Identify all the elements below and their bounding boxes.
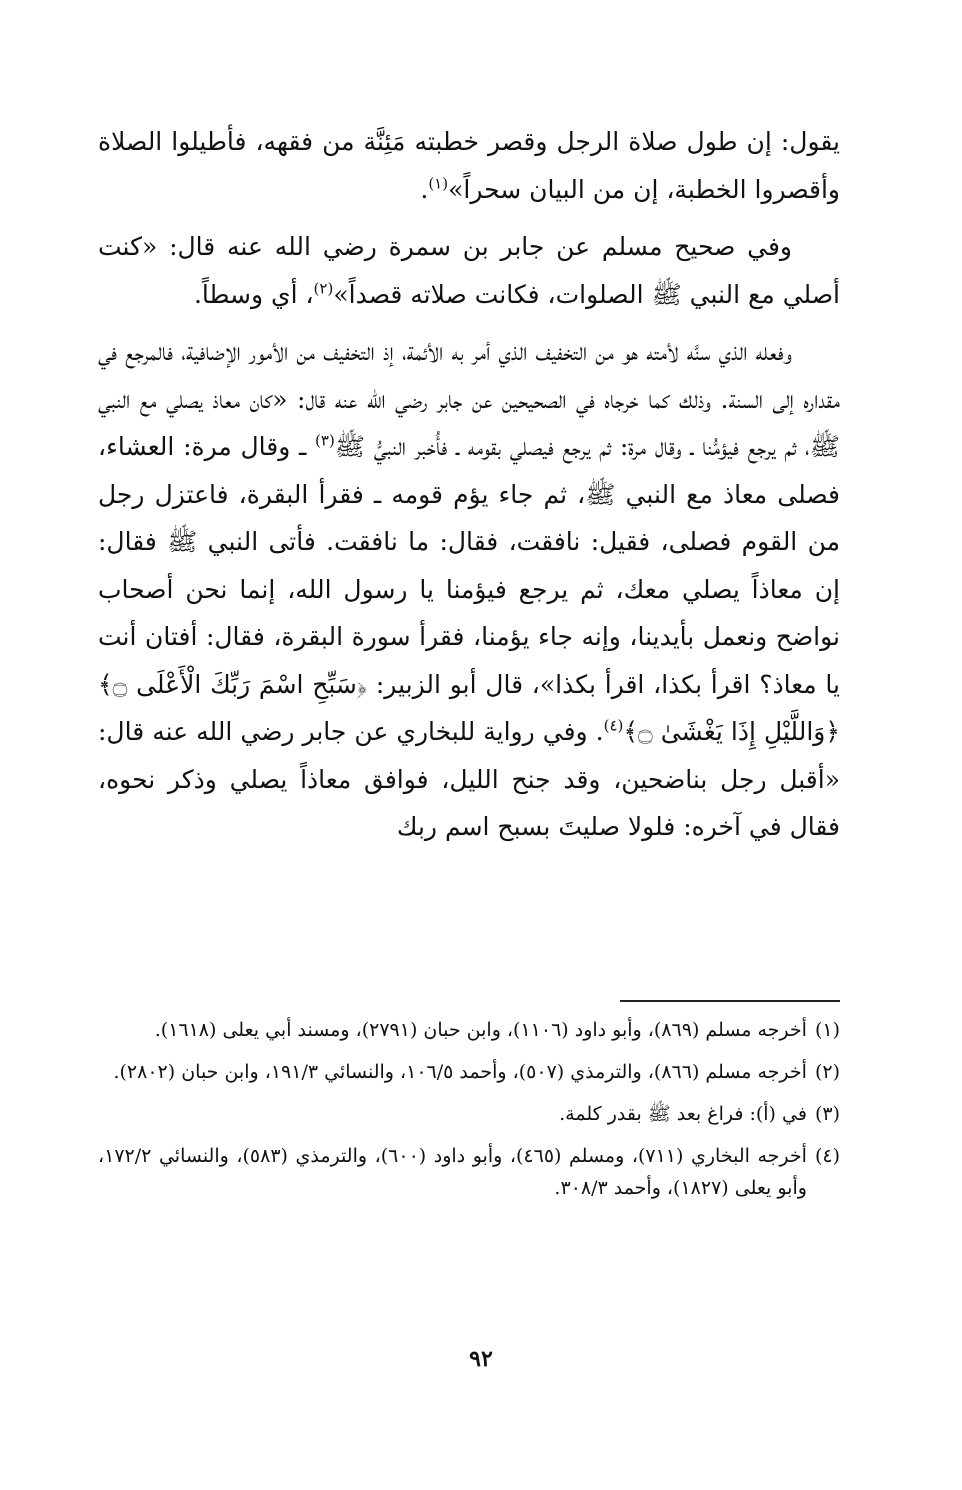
paragraph-text: وفي صحيح مسلم عن جابر بن سمرة رضي الله عنه قال: «كنت أصلي مع النبي ﷺ الصلوات، فكانت صلاته قصداً»: [98, 232, 840, 309]
main-text: [98, 118, 840, 861]
footnote-separator: [620, 1000, 840, 1002]
paragraph-text: . وفي رواية للبخاري عن جابر رضي الله عنه قال: «أقبل رجل بناضحين، وقد جنح الليل، فوافق معاذاً يصلي وذكر نحوه، فقال في آخره: فلولا صليتَ بسبح اسم ربك: [98, 717, 840, 841]
footnote-reference: (٣): [315, 431, 335, 450]
footnote-text: أخرجه مسلم (٨٦٩)، وأبو داود (١١٠٦)، وابن حبان (٢٧٩١)، ومسند أبي يعلى (١٦١٨).: [154, 1019, 807, 1041]
footnote-number: (٣): [814, 1103, 840, 1125]
paragraph: [98, 223, 840, 318]
paragraph-text: ـ وقال مرة: العشاء، فصلى معاذ مع النبي ﷺ، ثم جاء يؤم قومه ـ فقرأ البقرة، فاعتزل رجل من القوم فصلى، فقيل: نافقت، فقال: ما نافقت. فأتى النبي ﷺ فقال: إن معاذاً يصلي معك، ثم يرجع فيؤمنا يا رسول الله، إنما نحن أصحاب نواضح ونعمل بأيدينا، وإنه جاء يؤمنا، فقرأ سورة البقرة، فقال: أفتان أنت يا معاذ؟ اقرأ بكذا، اقرأ بكذا»، قال أبو الزبير: ﴿سَبِّحِ اسْمَ رَبِّكَ الْأَعْلَى ۝﴾ ﴿وَاللَّيْلِ إِذَا يَغْشَىٰ ۝﴾: [98, 432, 840, 746]
paragraph: [98, 118, 840, 213]
footnote: [98, 1098, 840, 1130]
paragraph-text: يقول: إن طول صلاة الرجل وقصر خطبته مَئِنَّة من فقهه، فأطيلوا الصلاة وأقصروا الخطبة، إن من البيان سحراً»: [98, 127, 840, 204]
footnote-number: (٢): [814, 1061, 840, 1083]
footnote-reference: (١): [428, 174, 449, 193]
paragraph: [98, 328, 840, 851]
footnote-text: أخرجه البخاري (٧١١)، ومسلم (٤٦٥)، وأبو داود (٦٠٠)، والترمذي (٥٨٣)، والنسائي ١٧٢/٢، وأبو يعلى (١٨٢٧)، وأحمد ٣٠٨/٣.: [98, 1145, 807, 1199]
footnote: [98, 1056, 840, 1088]
footnote: [98, 1014, 840, 1046]
paragraph-text: وفعله الذي سنَّه لأمته هو من التخفيف الذي أمر به الأئمة، إذ التخفيف من الأمور الإضافية، فالمرجع في مقداره إلى السنة. وذلك كما خرجاه في الصحيحين عن جابر رضي الله عنه قال: «كان معاذ يصلي مع النبي ﷺ، ثم يرجع فيؤمُّنا ـ وقال مرة: ثم يرجع فيصلي بقومه ـ فأُخبر النبيُّ ﷺ: [98, 337, 840, 461]
paragraph-text: .: [420, 174, 429, 204]
footnote-reference: (٤): [603, 716, 624, 735]
paragraph-text: ، أي وسطاً.: [193, 279, 314, 309]
footnote-number: (٤): [814, 1145, 840, 1167]
footnote-number: (١): [814, 1019, 840, 1041]
footnote: [98, 1140, 840, 1204]
footnote-text: في (أ): فراغ بعد ﷺ بقدر كلمة.: [559, 1103, 807, 1125]
footnotes: [98, 1014, 840, 1214]
page-number: ٩٢: [469, 1346, 493, 1372]
footnote-text: أخرجه مسلم (٨٦٦)، والترمذي (٥٠٧)، وأحمد ١٠٦/٥، والنسائي ١٩١/٣، وابن حبان (٢٨٠٢).: [113, 1061, 807, 1083]
footnote-reference: (٢): [313, 279, 334, 298]
